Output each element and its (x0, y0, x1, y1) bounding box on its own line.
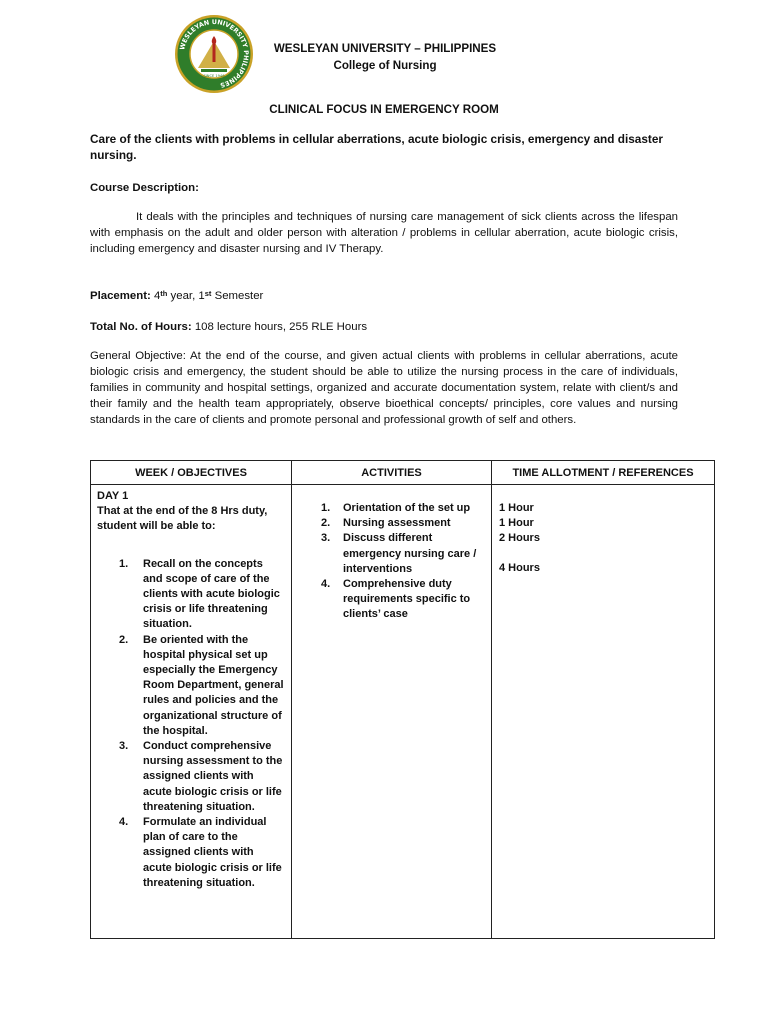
spacer (499, 547, 708, 561)
item-text: Orientation of the set up (343, 502, 471, 514)
item-text: Formulate an individual plan of care to the assigned clients with acute biologic crisis or life threatening situation. (143, 816, 282, 889)
general-objective: General Objective: At the end of the course, and given actual clients with problems in cellular aberrations, acute biologic crisis and emergency, the student should be able to utilize the nursing process in the care of individuals, families in community and hospital settings, organized and accurate documentation system, relate with client/s and their family and the health team appropriately, observe bioethical concepts/ principles, core values and nursing standards in the care of clients and promote personal and professional growth of self and others. (90, 350, 678, 426)
objectives-list (97, 557, 285, 891)
placement-year: 4 (153, 290, 161, 302)
item-number: 2. (119, 633, 129, 646)
university-name: WESLEYAN UNIVERSITY – PHILIPPINES (273, 42, 497, 55)
item-text: Recall on the concepts and scope of care of the clients with acute biologic crisis or life threatening situation. (143, 557, 280, 631)
placement-year-suffix: th (160, 289, 168, 298)
placement-label: Placement: (90, 290, 151, 302)
item-number: 3. (119, 740, 129, 753)
objectives-cell (91, 485, 292, 939)
time-list (498, 501, 708, 576)
item-number: 4. (119, 816, 129, 829)
document-title: CLINICAL FOCUS IN EMERGENCY ROOM (269, 103, 499, 116)
time-item: 4 Hours (499, 561, 540, 574)
activities-list (298, 501, 485, 623)
list-item (97, 633, 285, 739)
document-header (260, 40, 510, 74)
table-header-row (91, 461, 715, 485)
item-number: 4. (321, 578, 331, 591)
list-item (97, 815, 285, 891)
activities-cell (292, 485, 492, 939)
objectives-table (90, 460, 715, 939)
header-activities: ACTIVITIES (292, 461, 492, 485)
time-item: 2 Hours (499, 532, 540, 545)
item-text: Nursing assessment (343, 517, 451, 530)
course-description-text: It deals with the principles and techniques of nursing care management of sick clients across the lifespan with emphasis on the adult and older person with alteration / problems in cellular aberration, acute biologic crisis, including emergency and disaster nursing and IV Therapy. (90, 211, 678, 255)
focus-statement: Care of the clients with problems in cellular aberrations, acute biologic crisis, emergency and disaster nursing. (90, 132, 663, 162)
university-seal (174, 14, 254, 94)
time-item: 1 Hour (499, 502, 534, 514)
header-week-objectives: WEEK / OBJECTIVES (91, 461, 292, 485)
seal-inner-text: SINCE 1946 (203, 74, 225, 78)
day-label: DAY 1 (97, 490, 129, 502)
list-item (97, 739, 285, 815)
college-name: College of Nursing (333, 59, 437, 72)
item-number: 1. (321, 502, 331, 514)
placement-semester-suffix: st (204, 289, 212, 298)
item-text: Be oriented with the hospital physical set up especially the Emergency Room Department, general rules and policies and the organizational structure of the hospital. (143, 633, 284, 737)
item-number: 3. (321, 532, 331, 545)
item-text: Discuss different emergency nursing care / interventions (343, 532, 477, 575)
total-hours-line (90, 319, 678, 335)
list-item (298, 531, 485, 577)
total-hours-label: Total No. of Hours: (90, 321, 192, 333)
time-allotment-cell (492, 485, 715, 939)
placement-semester: 1 (198, 290, 205, 302)
placement-line (90, 288, 678, 304)
item-number: 2. (321, 517, 331, 530)
objectives-intro: That at the end of the 8 Hrs duty, student will be able to: (97, 505, 268, 533)
table-row (91, 485, 715, 939)
placement-year-text: year, (167, 290, 199, 302)
item-number: 1. (119, 557, 129, 570)
item-text: Conduct comprehensive nursing assessment to the assigned clients with acute biologic crisis or life threatening situation. (143, 740, 283, 813)
seal-ring-text: WESLEYAN UNIVERSITY PHILIPPINES (178, 17, 251, 90)
list-item (97, 557, 285, 633)
list-item (298, 577, 485, 623)
seal-icon (174, 14, 254, 94)
placement-semester-text: Semester (211, 290, 264, 302)
total-hours-value: 108 lecture hours, 255 RLE Hours (191, 321, 368, 333)
list-item (298, 501, 485, 516)
list-item (298, 516, 485, 531)
header-time-allotment: TIME ALLOTMENT / REFERENCES (492, 461, 715, 485)
item-text: Comprehensive duty requirements specific to clients’ case (343, 578, 471, 621)
course-description-heading: Course Description: (90, 182, 199, 194)
time-item: 1 Hour (499, 517, 534, 530)
